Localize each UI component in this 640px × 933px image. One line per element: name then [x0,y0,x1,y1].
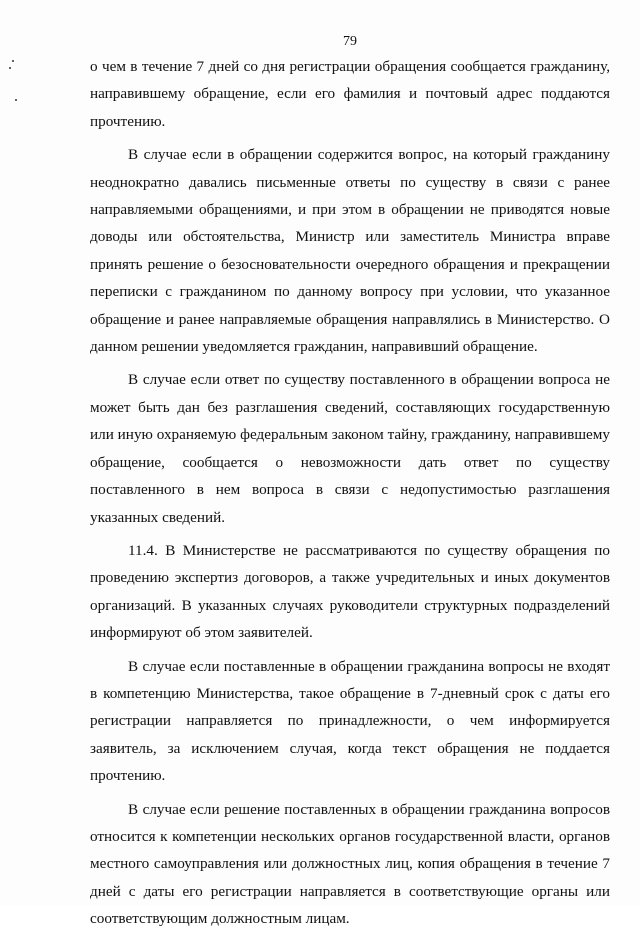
scan-speck [9,67,11,69]
paragraph-repeated-appeal: В случае если в обращении содержится вопрос, на который гражданину неоднократно давались письменные ответы по существу в связи с ранее направляемыми обращениями, и при этом в обращении не приводятся новые доводы или обстоятельства, Министр или заместитель Министра вправе принять решение о безосновательности очередного обращения и прекращении переписки с гражданином по данному вопросу при условии, что указанное обращение и ранее направляемые обращения направлялись в Министерство. О данном решении уведомляется гражданин, направивший обращение. [90,146,610,356]
paragraph-section-11-4: 11.4. В Министерстве не рассматриваются по существу обращения по проведению экспертиз договоров, а также учредительных и иных документов организаций. В указанных случаях руководители структурных подразделений информируют об этом заявителей. [90,541,610,642]
paragraph-secret-information: В случае если ответ по существу поставленного в обращении вопроса не может быть дан без разглашения сведений, составляющих государственную или иную охраняемую федеральным законом тайну, гражданину, направившему обращение, сообщается о невозможности дать ответ по существу поставленного в нем вопроса в связи с недопустимостью разглашения указанных сведений. [90,371,610,526]
document-body [90,53,610,933]
paragraph-multiple-authorities: В случае если решение поставленных в обращении гражданина вопросов относится к компетенции нескольких органов государственной власти, органов местного самоуправления или должностных лиц, копия обращения в течение 7 дней с даты его регистрации направляется в соответствующие органы или соответствующим должностным лицам. [90,800,610,928]
scan-speck [12,60,14,62]
scan-speck [15,99,17,101]
paragraph-continuation: о чем в течение 7 дней со дня регистрации обращения сообщается гражданину, направившему обращение, если его фамилия и почтовый адрес поддаются прочтению. [90,58,610,130]
paragraph-outside-competence: В случае если поставленные в обращении гражданина вопросы не входят в компетенцию Министерства, такое обращение в 7-дневный срок с даты его регистрации направляется по принадлежности, о чем информируется заявитель, за исключением случая, когда текст обращения не поддается прочтению. [90,657,610,785]
page-number: 79 [343,34,357,49]
